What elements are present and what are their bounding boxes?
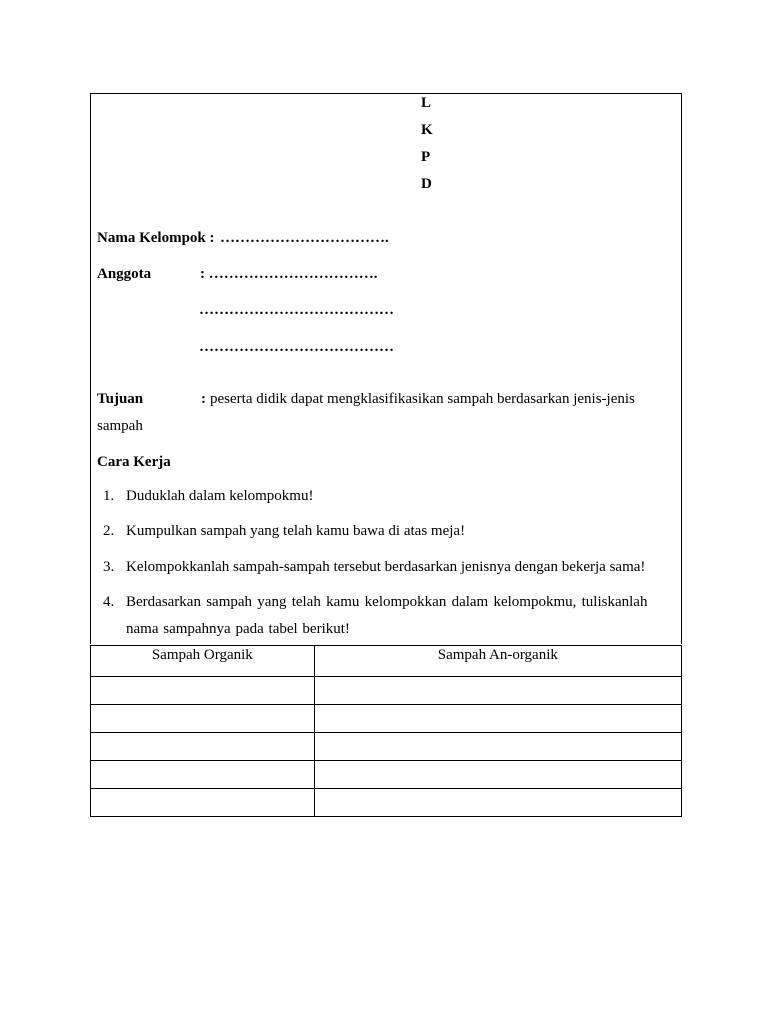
step-2-text: Kumpulkan sampah yang telah kamu bawa di atas meja!: [126, 523, 466, 539]
step-2-number: 2.: [103, 523, 115, 539]
tujuan-colon: :: [201, 391, 206, 407]
header-sampah-organik: Sampah Organik: [91, 646, 315, 677]
anggota-dots-2: …………………………………: [199, 302, 394, 318]
table-row: [91, 761, 682, 789]
anggota-dots-1: : …………………………….: [200, 266, 378, 282]
table-row: [91, 677, 682, 705]
title-letter-d: D: [421, 176, 432, 192]
step-4-text-line2: nama sampahnya pada tabel berikut!: [126, 621, 350, 637]
anggota-label: Anggota: [97, 266, 152, 282]
title-letter-p: P: [421, 149, 431, 165]
organik-cell[interactable]: [91, 705, 315, 733]
anorganik-cell[interactable]: [314, 677, 681, 705]
anggota-dots-3: …………………………………: [199, 339, 394, 355]
title-letter-l: L: [421, 95, 432, 111]
step-4-text-line1: Berdasarkan sampah yang telah kamu kelompokkan dalam kelompokmu, tuliskanlah: [126, 594, 648, 610]
organik-cell[interactable]: [91, 789, 315, 817]
tujuan-label: Tujuan: [97, 391, 144, 407]
step-3-number: 3.: [103, 559, 115, 575]
nama-kelompok-dots: …………………………….: [220, 230, 389, 246]
step-1-number: 1.: [103, 488, 115, 504]
organik-cell[interactable]: [91, 733, 315, 761]
header-sampah-anorganik: Sampah An-organik: [314, 646, 681, 677]
title-letter-k: K: [421, 122, 433, 138]
table-row: [91, 733, 682, 761]
nama-kelompok-label: Nama Kelompok :: [97, 230, 215, 246]
step-4-number: 4.: [103, 594, 115, 610]
table-row: [91, 705, 682, 733]
cara-kerja-heading: Cara Kerja: [97, 454, 171, 470]
anorganik-cell[interactable]: [314, 733, 681, 761]
organik-cell[interactable]: [91, 677, 315, 705]
table-row: [91, 789, 682, 817]
organik-cell[interactable]: [91, 761, 315, 789]
table-header-row: [91, 646, 682, 677]
step-1-text: Duduklah dalam kelompokmu!: [126, 488, 314, 504]
anorganik-cell[interactable]: [314, 705, 681, 733]
sampah-table: [90, 645, 682, 817]
tujuan-text-line1: peserta didik dapat mengklasifikasikan sampah berdasarkan jenis-jenis: [210, 391, 635, 407]
anorganik-cell[interactable]: [314, 789, 681, 817]
anorganik-cell[interactable]: [314, 761, 681, 789]
tujuan-text-line2: sampah: [97, 418, 143, 434]
step-3-text: Kelompokkanlah sampah-sampah tersebut berdasarkan jenisnya dengan bekerja sama!: [126, 559, 646, 575]
